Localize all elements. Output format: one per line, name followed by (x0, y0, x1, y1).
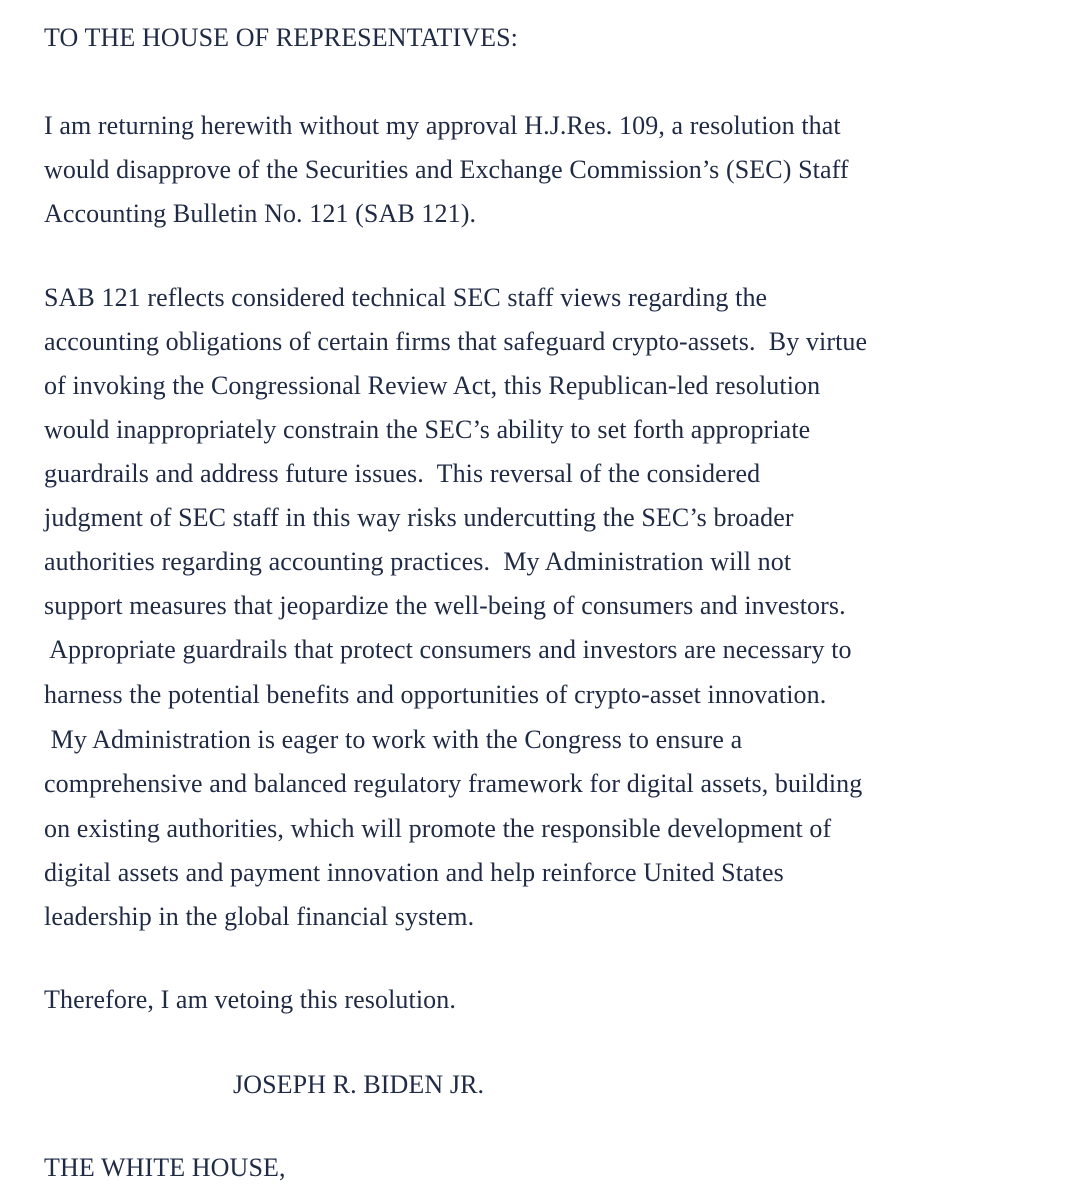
paragraph-2-line-15: leadership in the global financial system. (44, 902, 475, 931)
paragraph-2-line-4: would inappropriately constrain the SEC’s ability to set forth appropriate (44, 415, 811, 444)
paragraph-1-line-3: Accounting Bulletin No. 121 (SAB 121). (44, 199, 477, 228)
paragraph-2-line-5: guardrails and address future issues. This reversal of the considered (44, 459, 761, 488)
paragraph-2-line-3: of invoking the Congressional Review Act, this Republican-led resolution (44, 371, 821, 400)
conclusion: Therefore, I am vetoing this resolution. (44, 985, 456, 1014)
location: THE WHITE HOUSE, (44, 1153, 286, 1182)
paragraph-2-line-1: SAB 121 reflects considered technical SEC staff views regarding the (44, 283, 768, 312)
paragraph-2-line-7: authorities regarding accounting practices. My Administration will not (44, 547, 792, 576)
signature: JOSEPH R. BIDEN JR. (233, 1070, 485, 1099)
paragraph-2-line-2: accounting obligations of certain firms that safeguard crypto-assets. By virtue (44, 327, 868, 356)
paragraph-2-line-6: judgment of SEC staff in this way risks undercutting the SEC’s broader (44, 503, 794, 532)
paragraph-1-line-1: I am returning herewith without my approval H.J.Res. 109, a resolution that (44, 111, 841, 140)
paragraph-2-line-14: digital assets and payment innovation and help reinforce United States (44, 858, 784, 887)
salutation: TO THE HOUSE OF REPRESENTATIVES: (44, 23, 518, 52)
paragraph-2-line-11: My Administration is eager to work with the Congress to ensure a (44, 725, 743, 754)
paragraph-2-line-8: support measures that jeopardize the well-being of consumers and investors. (44, 591, 846, 620)
paragraph-2-line-12: comprehensive and balanced regulatory framework for digital assets, building (44, 769, 863, 798)
paragraph-2-line-9: Appropriate guardrails that protect consumers and investors are necessary to (44, 635, 852, 664)
paragraph-1-line-2: would disapprove of the Securities and Exchange Commission’s (SEC) Staff (44, 155, 849, 184)
paragraph-2-line-10: harness the potential benefits and opportunities of crypto-asset innovation. (44, 680, 827, 709)
paragraph-2-line-13: on existing authorities, which will promote the responsible development of (44, 814, 832, 843)
